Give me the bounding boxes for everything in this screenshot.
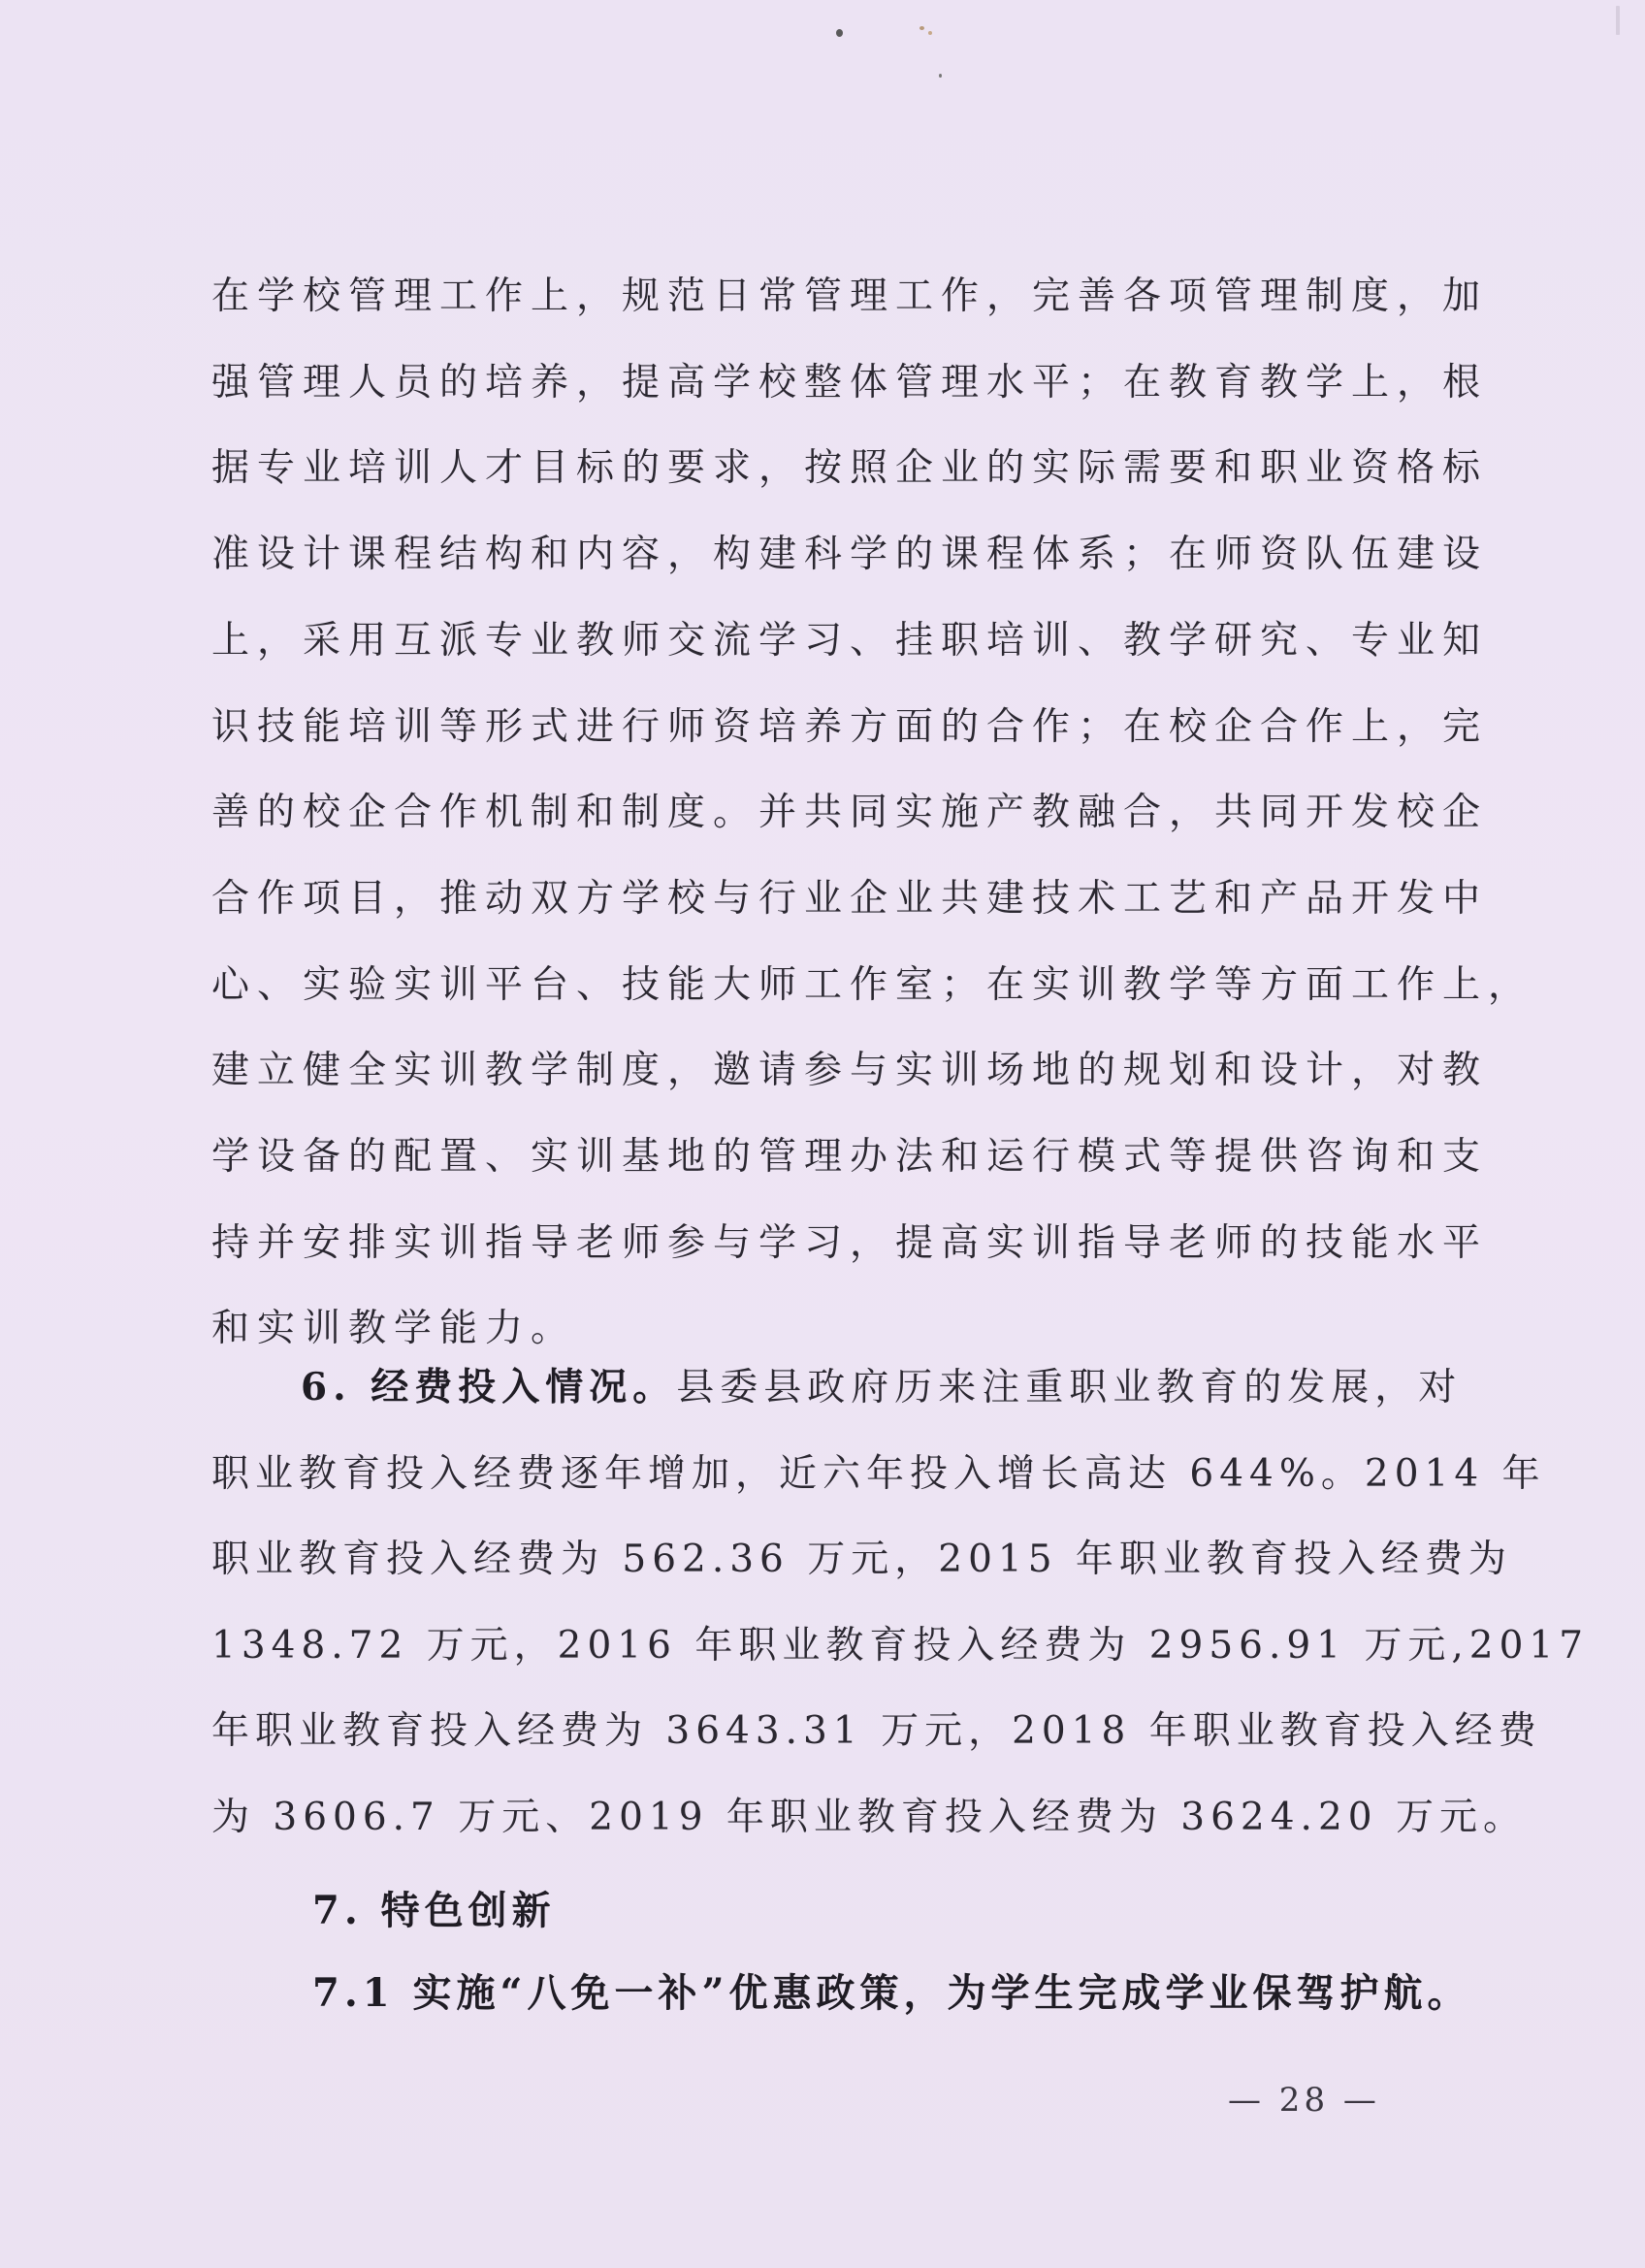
paragraph-line: 据专业培训人才目标的要求，按照企业的实际需要和职业资格标: [211, 446, 1489, 491]
paragraph-line: 上，采用互派专业教师交流学习、挂职培训、教学研究、专业知: [211, 618, 1489, 663]
scan-speck: [939, 74, 942, 78]
paragraph-line: 学设备的配置、实训基地的管理办法和运行模式等提供咨询和支: [211, 1135, 1489, 1180]
scan-speck: [928, 31, 932, 35]
paragraph-line: 持并安排实训指导老师参与学习，提高实训指导老师的技能水平: [211, 1220, 1489, 1265]
paragraph-line: 年职业教育投入经费为 3643.31 万元，2018 年职业教育投入经费: [211, 1709, 1542, 1753]
paragraph-line: 在学校管理工作上，规范日常管理工作，完善各项管理制度，加: [211, 275, 1489, 318]
funding-section: [211, 1345, 1590, 1861]
paragraph-line: 建立健全实训教学制度，邀请参与实训场地的规划和设计，对教: [211, 1049, 1489, 1093]
funding-first-line: [211, 1345, 1463, 1432]
funding-heading: 6. 经费投入情况。: [301, 1365, 677, 1409]
paragraph-line: 县委县政府历来注重职业教育的发展，对: [676, 1366, 1463, 1409]
paragraph-line: 善的校企合作机制和制度。并共同实施产教融合，共同开发校企: [211, 791, 1489, 835]
section-7-heading: 7. 特色创新: [312, 1888, 556, 1933]
paragraph-line: 强管理人员的培养，提高学校整体管理水平；在教育教学上，根: [211, 360, 1489, 405]
section-7-1-heading: 7.1 实施“八免一补”优惠政策，为学生完成学业保驾护航。: [312, 1970, 1471, 2016]
scan-speck: [1616, 6, 1620, 35]
paragraph-line: 为 3606.7 万元、2019 年职业教育投入经费为 3624.20 万元。: [211, 1795, 1527, 1839]
paragraph-line: 职业教育投入经费为 562.36 万元，2015 年职业教育投入经费为: [211, 1538, 1512, 1581]
paragraph-line: 准设计课程结构和内容，构建科学的课程体系；在师资队伍建设: [211, 533, 1489, 577]
paragraph-line: 心、实验实训平台、技能大师工作室；在实训教学等方面工作上，: [211, 962, 1534, 1007]
continued-paragraph: [211, 254, 1534, 1373]
scan-speck: [919, 26, 924, 30]
paragraph-line: 合作项目，推动双方学校与行业企业共建技术工艺和产品开发中: [211, 876, 1489, 921]
paragraph-line: 1348.72 万元，2016 年职业教育投入经费为 2956.91 万元,2017: [211, 1623, 1590, 1668]
scan-speck: [836, 29, 843, 37]
paragraph-line: 和实训教学能力。: [211, 1307, 577, 1351]
paragraph-line: 识技能培训等形式进行师资培养方面的合作；在校企合作上，完: [211, 704, 1489, 749]
page-number: — 28 —: [1228, 2081, 1380, 2120]
paragraph-line: 职业教育投入经费逐年增加，近六年投入增长高达 644%。2014 年: [211, 1451, 1546, 1496]
